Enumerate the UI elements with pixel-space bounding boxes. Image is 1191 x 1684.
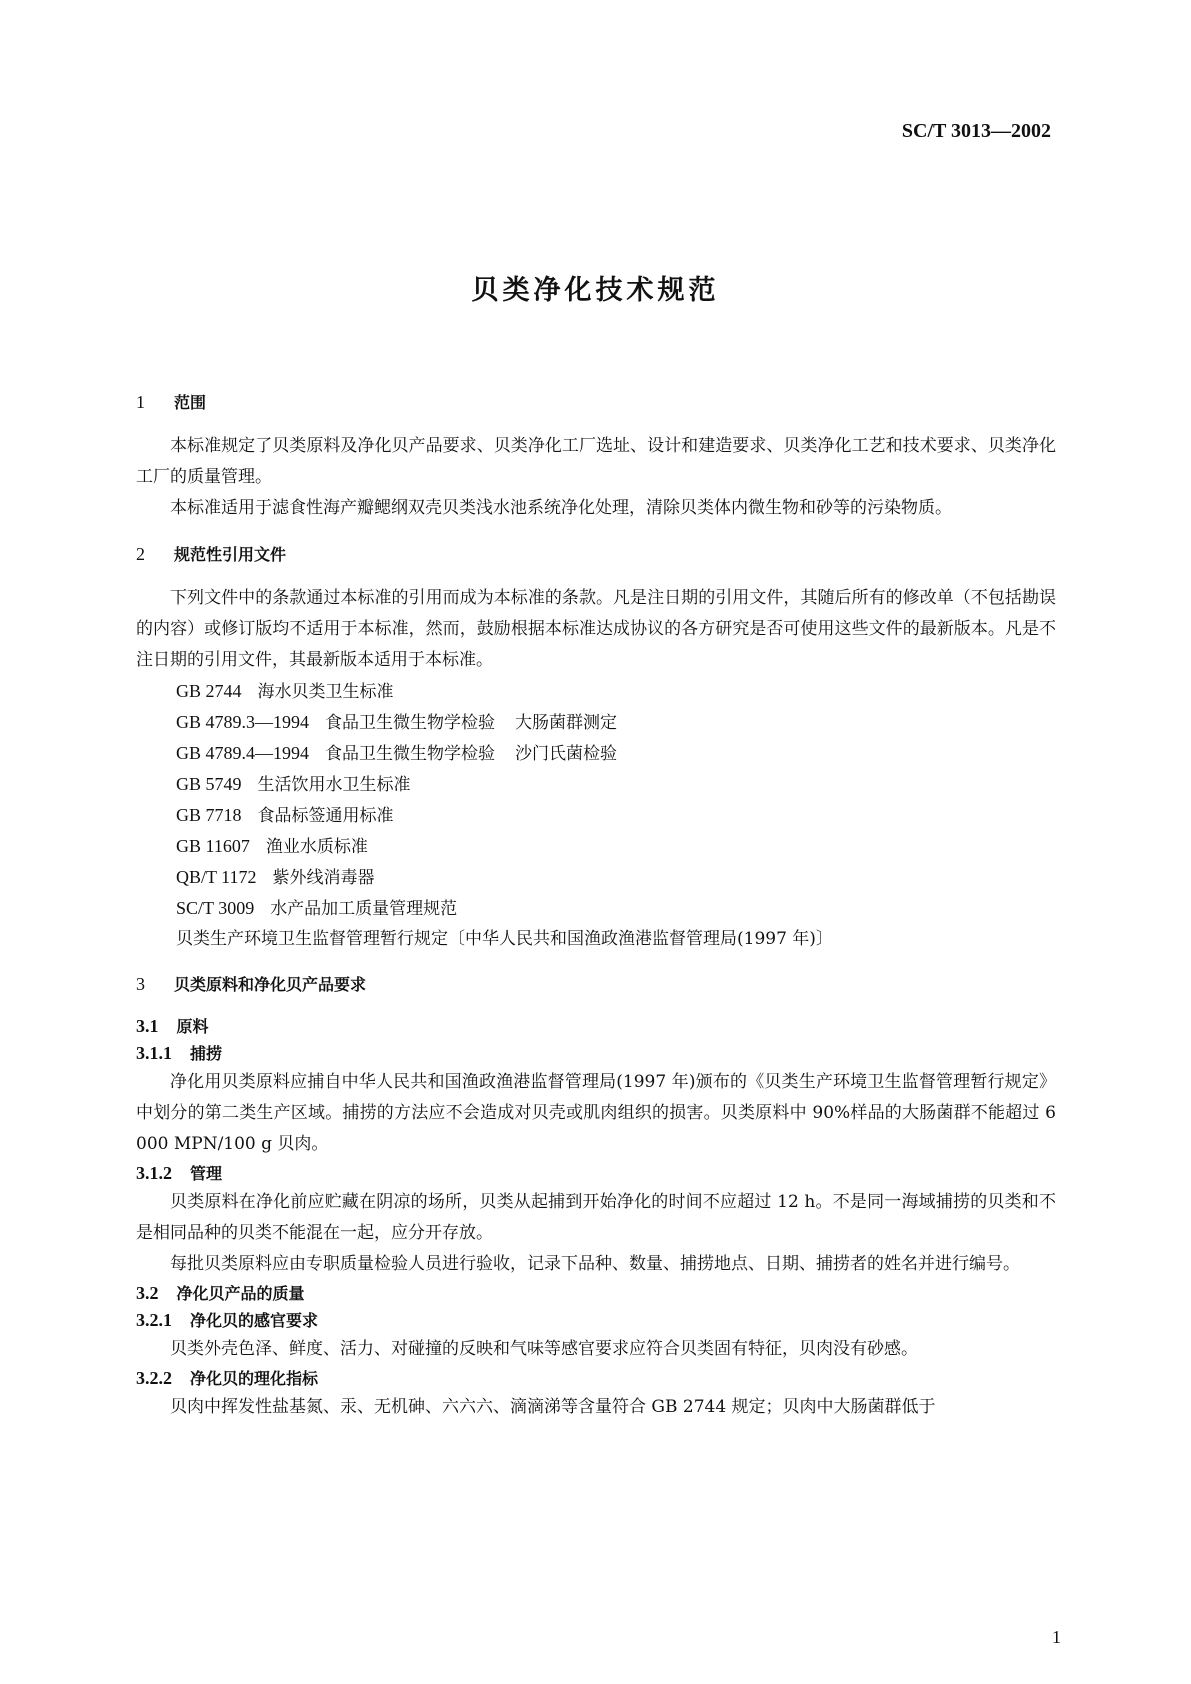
section-number: 3 xyxy=(136,974,145,994)
page-number: 1 xyxy=(1052,1627,1061,1647)
reference-item xyxy=(176,924,1056,954)
reference-code: QB/T 1172 xyxy=(176,867,257,887)
section-title: 贝类原料和净化贝产品要求 xyxy=(174,975,367,994)
document-title: 贝类净化技术规范 xyxy=(471,275,720,306)
reference-name: 生活饮用水卫生标准 xyxy=(257,775,411,795)
reference-item xyxy=(176,769,1056,800)
subsection-number: 3.1.2 xyxy=(136,1163,172,1183)
reference-name: 食品标签通用标准 xyxy=(257,806,394,826)
standard-code: SC/T 3013—2002 xyxy=(901,120,1051,142)
subsection-number: 3.2.1 xyxy=(136,1310,172,1330)
section-1-heading xyxy=(136,390,1056,413)
reference-name: 紫外线消毒器 xyxy=(272,868,375,888)
reference-code: GB 2744 xyxy=(176,681,242,701)
subsection-number: 3.1.1 xyxy=(136,1043,172,1063)
reference-code: GB 11607 xyxy=(176,836,250,856)
subsection-heading xyxy=(136,1307,1056,1334)
reference-code: SC/T 3009 xyxy=(176,898,255,918)
paragraph: 下列文件中的条款通过本标准的引用而成为本标准的条款。凡是注日期的引用文件，其随后所有的修改单（不包括勘误的内容）或修订版均不适用于本标准，然而，鼓励根据本标准达成协议的各方研究是否可使用这些文件的最新版本。凡是不注日期的引用文件，其最新版本适用于本标准。 xyxy=(136,588,1056,670)
document-body xyxy=(136,390,1056,1423)
section-number: 1 xyxy=(136,392,145,412)
subsection-heading xyxy=(136,1365,1056,1392)
reference-name: 食品卫生微生物学检验 xyxy=(325,744,496,764)
paragraph: 本标准适用于滤食性海产瓣鳃纲双壳贝类浅水池系统净化处理，清除贝类体内微生物和砂等的污染物质。 xyxy=(170,498,952,518)
section-number: 2 xyxy=(136,544,145,564)
paragraph: 净化用贝类原料应捕自中华人民共和国渔政渔港监督管理局(1997 年)颁布的《贝类生产环境卫生监督管理暂行规定》中划分的第二类生产区域。捕捞的方法应不会造成对贝壳或肌肉组织的损害。贝类原料中 90%样品的大肠菌群不能超过 6 000 MPN/100 g 贝肉。 xyxy=(136,1072,1056,1154)
reference-name: 食品卫生微生物学检验 xyxy=(325,713,496,733)
reference-item xyxy=(176,676,1056,707)
reference-name: 海水贝类卫生标准 xyxy=(257,682,394,702)
reference-code: GB 5749 xyxy=(176,774,242,794)
paragraph: 每批贝类原料应由专职质量检验人员进行验收，记录下品种、数量、捕捞地点、日期、捕捞者的姓名并进行编号。 xyxy=(170,1254,1020,1274)
reference-code: GB 4789.4—1994 xyxy=(176,743,310,763)
subsection-heading xyxy=(136,1160,1056,1187)
subsection-number: 3.1 xyxy=(136,1016,159,1036)
subsection-title: 管理 xyxy=(190,1164,223,1183)
paragraph: 贝类外壳色泽、鲜度、活力、对碰撞的反映和气味等感官要求应符合贝类固有特征，贝肉没有砂感。 xyxy=(170,1339,918,1359)
paragraph: 贝肉中挥发性盐基氮、汞、无机砷、六六六、滴滴涕等含量符合 GB 2744 规定；贝肉中大肠菌群低于 xyxy=(170,1397,936,1417)
subsection-heading xyxy=(136,1280,1056,1307)
reference-name: 渔业水质标准 xyxy=(265,837,368,857)
subsection-title: 净化贝的感官要求 xyxy=(190,1311,319,1330)
subsection-title: 净化贝产品的质量 xyxy=(176,1284,305,1303)
reference-item xyxy=(176,862,1056,893)
section-title: 范围 xyxy=(174,393,207,412)
reference-item xyxy=(176,738,1056,769)
subsection-heading xyxy=(136,1040,1056,1067)
subsection-heading xyxy=(136,1013,1056,1040)
subsection-title: 原料 xyxy=(176,1017,209,1036)
reference-name: 贝类生产环境卫生监督管理暂行规定〔中华人民共和国渔政渔港监督管理局(1997 年)〕 xyxy=(176,929,833,949)
subsection-number: 3.2 xyxy=(136,1283,159,1303)
reference-item xyxy=(176,800,1056,831)
section-3-heading xyxy=(136,972,1056,995)
subsection-number: 3.2.2 xyxy=(136,1368,172,1388)
reference-name: 水产品加工质量管理规范 xyxy=(270,899,458,919)
reference-item xyxy=(176,893,1056,924)
paragraph: 本标准规定了贝类原料及净化贝产品要求、贝类净化工厂选址、设计和建造要求、贝类净化工艺和技术要求、贝类净化工厂的质量管理。 xyxy=(136,436,1056,487)
reference-item xyxy=(176,707,1056,738)
section-2-heading xyxy=(136,542,1056,565)
reference-item xyxy=(176,831,1056,862)
reference-code: GB 7718 xyxy=(176,805,242,825)
section-title: 规范性引用文件 xyxy=(174,545,287,564)
reference-code: GB 4789.3—1994 xyxy=(176,712,310,732)
subsection-title: 捕捞 xyxy=(190,1044,223,1063)
paragraph: 贝类原料在净化前应贮藏在阴凉的场所，贝类从起捕到开始净化的时间不应超过 12 h。不是同一海域捕捞的贝类和不是相同品种的贝类不能混在一起，应分开存放。 xyxy=(136,1192,1056,1243)
reference-subname: 大肠菌群测定 xyxy=(515,713,618,733)
subsection-title: 净化贝的理化指标 xyxy=(190,1369,319,1388)
reference-subname: 沙门氏菌检验 xyxy=(515,744,618,764)
